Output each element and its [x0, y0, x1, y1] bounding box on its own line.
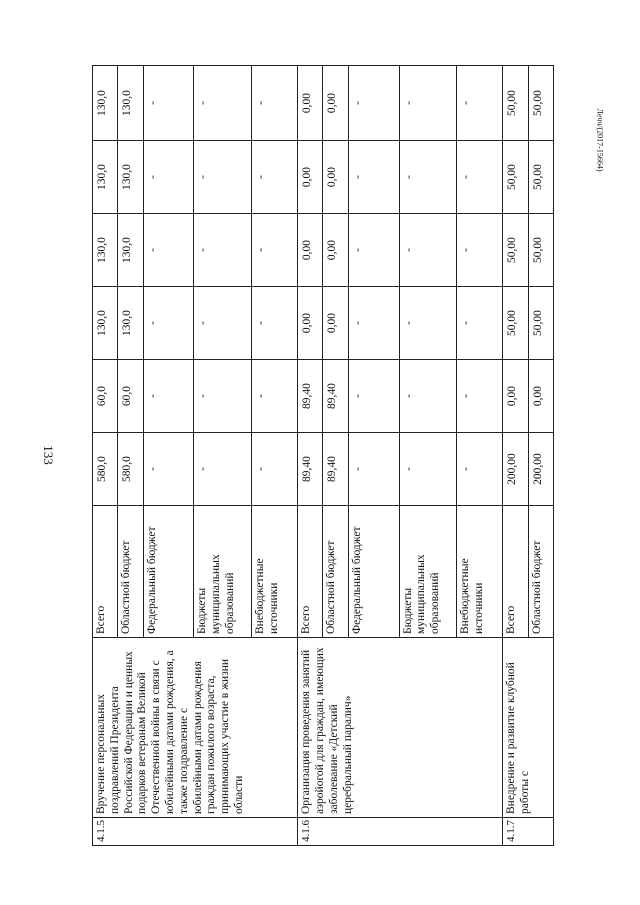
- amount-cell: -: [252, 141, 298, 214]
- amount-cell: 130,0: [118, 287, 143, 360]
- amount-cell: 130,0: [93, 66, 118, 141]
- amount-cell: 580,0: [93, 433, 118, 506]
- amount-cell: 0,00: [323, 66, 348, 141]
- funding-source: Всего: [93, 506, 118, 638]
- row-code: 4.1.5: [93, 818, 298, 846]
- amount-cell: -: [143, 141, 194, 214]
- amount-cell: 200,00: [503, 433, 528, 506]
- amount-cell: 0,00: [298, 141, 323, 214]
- amount-cell: 60,0: [118, 360, 143, 433]
- table-row: [503, 66, 528, 846]
- funding-source: Федеральный бюджет: [143, 506, 194, 638]
- table-body: [93, 66, 554, 846]
- page-number: 133: [41, 445, 56, 465]
- amount-cell: -: [348, 66, 399, 141]
- measure-name: Внедрение и развитие клубной работы с: [503, 638, 554, 818]
- funding-source: Бюджеты муниципальных образований: [194, 506, 252, 638]
- amount-cell: 50,00: [528, 66, 553, 141]
- amount-cell: 130,0: [118, 66, 143, 141]
- amount-cell: -: [457, 214, 503, 287]
- budget-table: [92, 65, 554, 846]
- amount-cell: -: [252, 66, 298, 141]
- amount-cell: -: [252, 433, 298, 506]
- rotated-table-wrapper: [92, 66, 554, 846]
- amount-cell: 0,00: [323, 287, 348, 360]
- amount-cell: 60,0: [93, 360, 118, 433]
- funding-source: Всего: [503, 506, 528, 638]
- amount-cell: 130,0: [118, 141, 143, 214]
- amount-cell: 0,00: [323, 214, 348, 287]
- amount-cell: 0,00: [298, 66, 323, 141]
- document-code: Лечч/(2017-15664): [595, 108, 605, 172]
- amount-cell: -: [399, 141, 457, 214]
- amount-cell: 50,00: [503, 287, 528, 360]
- table-row: [93, 66, 118, 846]
- amount-cell: -: [143, 66, 194, 141]
- amount-cell: -: [348, 214, 399, 287]
- amount-cell: -: [143, 360, 194, 433]
- funding-source: Областной бюджет: [118, 506, 143, 638]
- amount-cell: 89,40: [298, 433, 323, 506]
- amount-cell: -: [194, 66, 252, 141]
- amount-cell: 130,0: [93, 287, 118, 360]
- funding-source: Внебюджетные источники: [457, 506, 503, 638]
- amount-cell: 50,00: [503, 66, 528, 141]
- amount-cell: 50,00: [503, 141, 528, 214]
- amount-cell: -: [252, 360, 298, 433]
- amount-cell: 580,0: [118, 433, 143, 506]
- amount-cell: -: [194, 287, 252, 360]
- funding-source: Бюджеты муниципальных образований: [399, 506, 457, 638]
- amount-cell: -: [457, 287, 503, 360]
- amount-cell: 50,00: [528, 287, 553, 360]
- amount-cell: -: [143, 433, 194, 506]
- amount-cell: -: [252, 214, 298, 287]
- amount-cell: 130,0: [93, 141, 118, 214]
- amount-cell: -: [143, 287, 194, 360]
- amount-cell: -: [194, 141, 252, 214]
- amount-cell: -: [399, 287, 457, 360]
- amount-cell: -: [348, 141, 399, 214]
- funding-source: Федеральный бюджет: [348, 506, 399, 638]
- amount-cell: 130,0: [93, 214, 118, 287]
- amount-cell: -: [457, 360, 503, 433]
- amount-cell: -: [399, 360, 457, 433]
- amount-cell: -: [348, 433, 399, 506]
- measure-name: Вручение персональных поздравлений Президента Российской Федерации и ценных подарков ветеранам Великой Отечественной войны в связи с юбилейными датами рождения, а также поздравление с юбилейными датами рождения граждан пожилого возраста, принимающих участие в жизни области: [93, 638, 298, 818]
- amount-cell: 0,00: [528, 360, 553, 433]
- amount-cell: 200,00: [528, 433, 553, 506]
- amount-cell: -: [457, 141, 503, 214]
- amount-cell: -: [252, 287, 298, 360]
- amount-cell: 50,00: [528, 214, 553, 287]
- amount-cell: -: [399, 433, 457, 506]
- amount-cell: -: [457, 433, 503, 506]
- amount-cell: -: [348, 287, 399, 360]
- table-row: [298, 66, 323, 846]
- measure-name: Организация проведения занятий аэройогой для граждан, имеющих заболевание «Детский церебральный паралич»: [298, 638, 503, 818]
- amount-cell: -: [348, 360, 399, 433]
- amount-cell: -: [399, 66, 457, 141]
- amount-cell: -: [194, 360, 252, 433]
- amount-cell: 89,40: [298, 360, 323, 433]
- amount-cell: 50,00: [503, 214, 528, 287]
- amount-cell: -: [399, 214, 457, 287]
- amount-cell: 0,00: [298, 214, 323, 287]
- amount-cell: -: [143, 214, 194, 287]
- row-code: 4.1.6: [298, 818, 503, 846]
- amount-cell: 50,00: [528, 141, 553, 214]
- amount-cell: -: [194, 214, 252, 287]
- row-code: 4.1.7: [503, 818, 554, 846]
- amount-cell: 0,00: [323, 141, 348, 214]
- funding-source: Областной бюджет: [528, 506, 553, 638]
- funding-source: Всего: [298, 506, 323, 638]
- funding-source: Областной бюджет: [323, 506, 348, 638]
- amount-cell: 89,40: [323, 433, 348, 506]
- amount-cell: 0,00: [503, 360, 528, 433]
- amount-cell: -: [194, 433, 252, 506]
- funding-source: Внебюджетные источники: [252, 506, 298, 638]
- amount-cell: 130,0: [118, 214, 143, 287]
- amount-cell: -: [457, 66, 503, 141]
- amount-cell: 89,40: [323, 360, 348, 433]
- amount-cell: 0,00: [298, 287, 323, 360]
